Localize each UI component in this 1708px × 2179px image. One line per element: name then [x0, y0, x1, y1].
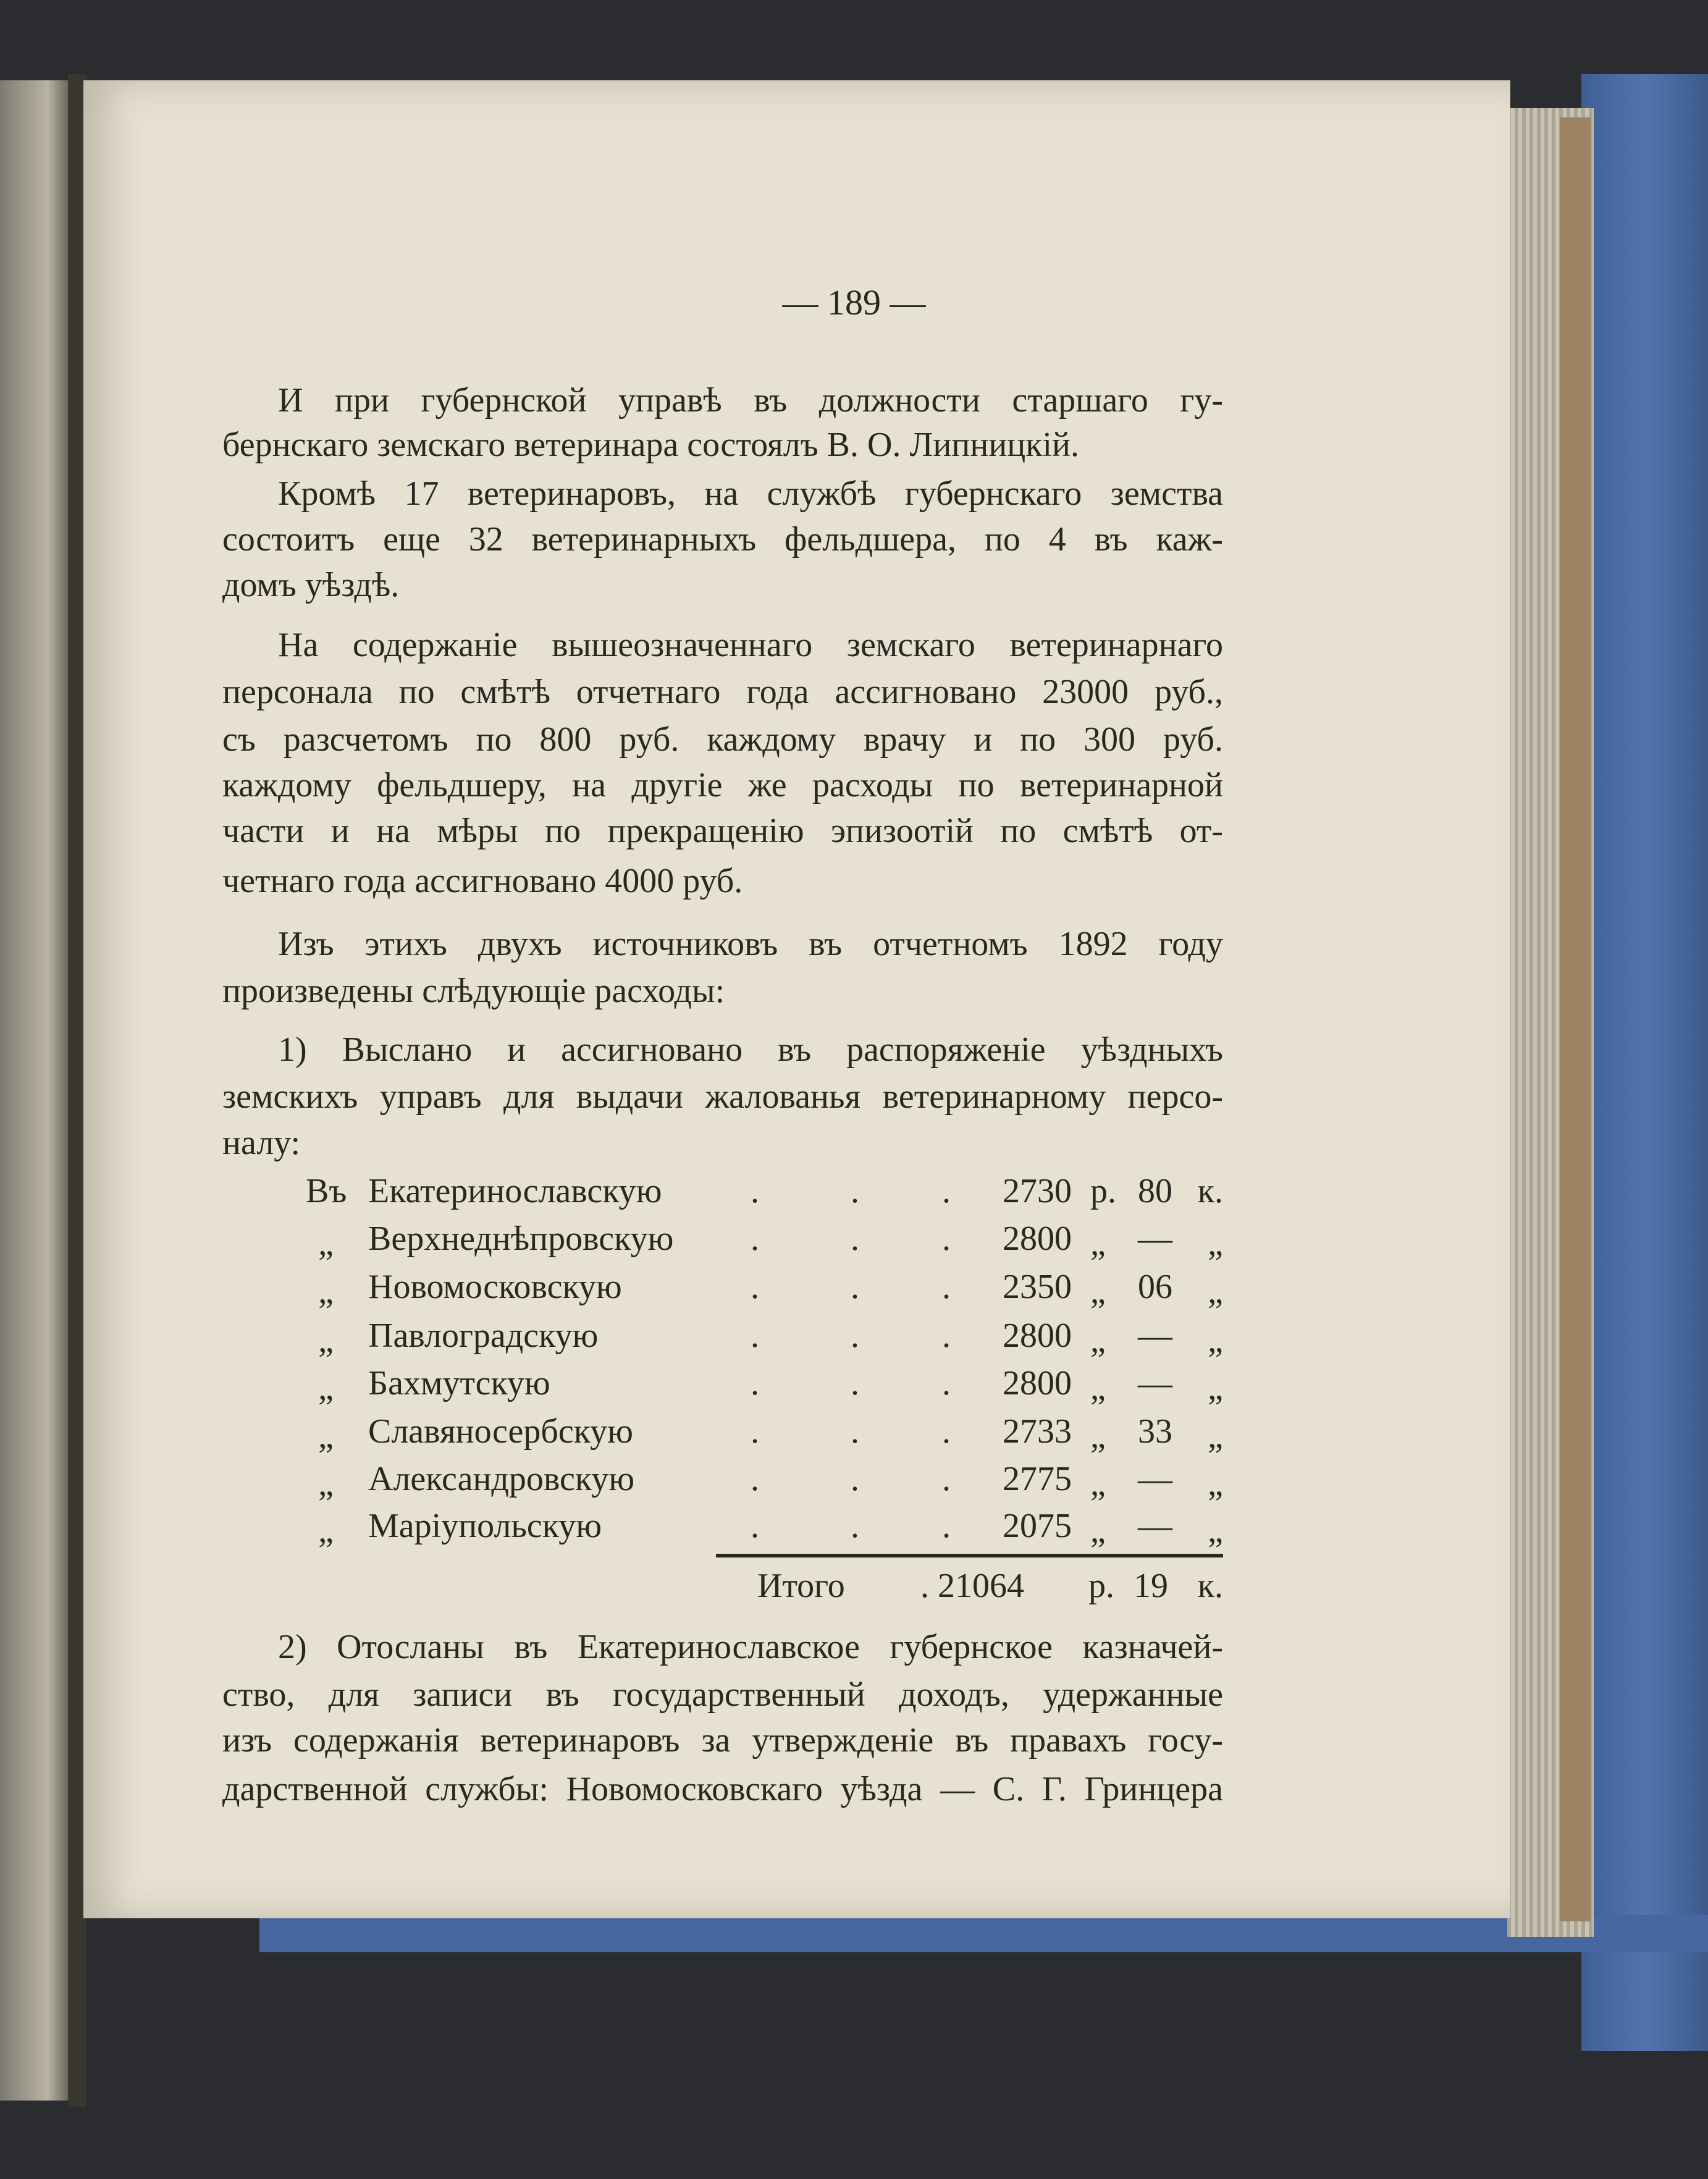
paragraph-1-line: бернскаго земскаго ветеринара состоялъ В. О. Липницкій.	[222, 426, 1080, 464]
leader-dot: .	[751, 1507, 759, 1545]
leader-dot: .	[851, 1220, 859, 1258]
leader-dot: .	[851, 1172, 859, 1210]
amount-kopecks: —	[1138, 1220, 1172, 1258]
amount-kopecks: —	[1138, 1460, 1172, 1498]
amount-kopecks: —	[1138, 1364, 1172, 1402]
leader-dot: .	[751, 1172, 759, 1210]
district-name: Павлоградскую	[368, 1317, 599, 1355]
amount-kopecks: 06	[1138, 1268, 1172, 1306]
paragraph-5-line: земскихъ управъ для выдачи жалованья ветеринарному персо-	[222, 1077, 1223, 1116]
amount-kopecks: —	[1138, 1507, 1172, 1545]
paragraph-3-line: четнаго года ассигновано 4000 руб.	[222, 862, 743, 900]
leader-dot: .	[942, 1172, 951, 1210]
row-prefix: „	[318, 1321, 334, 1360]
paragraph-5-line: налу:	[222, 1124, 301, 1162]
row-prefix: Въ	[306, 1172, 347, 1210]
paragraph-3-line: съ разсчетомъ по 800 руб. каждому врачу и по 300 руб.	[222, 720, 1223, 759]
leader-dot: .	[751, 1268, 759, 1306]
leader-dot: .	[851, 1507, 859, 1545]
leader-dot: .	[851, 1268, 859, 1306]
row-prefix: „	[318, 1273, 334, 1311]
paragraph-1-line: И при губернской управѣ въ должности старшаго гу-	[278, 381, 1223, 419]
paragraph-2-line: домъ уѣздѣ.	[222, 566, 400, 604]
district-name: Славяносербскую	[368, 1412, 633, 1451]
rubles-unit: „	[1090, 1273, 1106, 1311]
rubles-unit: „	[1090, 1417, 1106, 1456]
leader-dot: .	[851, 1364, 859, 1402]
total-kopecks-unit: к.	[1197, 1567, 1223, 1605]
paragraph-6-line: изъ содержанія ветеринаровъ за утвержденіе въ правахъ госу-	[222, 1721, 1223, 1760]
district-name: Верхнеднѣпровскую	[368, 1220, 674, 1258]
leader-dot: .	[942, 1268, 951, 1306]
leader-dot: .	[942, 1364, 951, 1402]
leader-dot: .	[942, 1220, 951, 1258]
kopecks-unit: к.	[1197, 1172, 1223, 1210]
leader-dot: .	[751, 1412, 759, 1451]
total-label: Итого	[757, 1567, 845, 1605]
facing-page-edge	[0, 80, 68, 2101]
total-rule	[716, 1554, 1223, 1557]
leader-dot: .	[751, 1364, 759, 1402]
leader-dot: .	[942, 1317, 951, 1355]
leader-dot: .	[751, 1220, 759, 1258]
total-kopecks: 19	[1134, 1567, 1168, 1605]
page-edge	[1560, 117, 1591, 1921]
amount-rubles: 2075	[1003, 1507, 1072, 1545]
district-name: Новомосковскую	[368, 1268, 622, 1306]
kopecks-unit: „	[1208, 1465, 1223, 1503]
amount-rubles: 2800	[1003, 1220, 1072, 1258]
paragraph-6-line: 2) Отосланы въ Екатеринославское губернское казначей-	[278, 1628, 1223, 1666]
kopecks-unit: „	[1208, 1321, 1223, 1360]
paragraph-6-line: дарственной службы: Новомосковскаго уѣзда — С. Г. Гринцера	[222, 1770, 1223, 1808]
amount-rubles: 2800	[1003, 1364, 1072, 1402]
total-rubles-unit: р.	[1088, 1567, 1114, 1605]
row-prefix: „	[318, 1465, 334, 1503]
leader-dot: .	[751, 1317, 759, 1355]
kopecks-unit: „	[1208, 1273, 1223, 1311]
leader-dot: .	[851, 1460, 859, 1498]
paragraph-3-line: На содержаніе вышеозначеннаго земскаго ветеринарнаго	[278, 626, 1223, 664]
leader-dot: .	[942, 1460, 951, 1498]
rubles-unit: „	[1090, 1321, 1106, 1360]
paragraph-3-line: персонала по смѣтѣ отчетнаго года ассигновано 23000 руб.,	[222, 673, 1223, 711]
paragraph-3-line: каждому фельдшеру, на другіе же расходы по ветеринарной	[222, 766, 1223, 804]
paragraph-2-line: Кромѣ 17 ветеринаровъ, на службѣ губернскаго земства	[278, 474, 1223, 513]
amount-kopecks: 80	[1138, 1172, 1172, 1210]
amount-rubles: 2730	[1003, 1172, 1072, 1210]
amount-rubles: 2350	[1003, 1268, 1072, 1306]
rubles-unit: р.	[1090, 1172, 1116, 1210]
rubles-unit: „	[1090, 1224, 1106, 1263]
amount-kopecks: 33	[1138, 1412, 1172, 1451]
leader-dot: .	[942, 1412, 951, 1451]
paragraph-5-line: 1) Выслано и ассигновано въ распоряженіе уѣздныхъ	[278, 1030, 1223, 1069]
district-name: Александровскую	[368, 1460, 635, 1498]
district-name: Екатеринославскую	[368, 1172, 662, 1210]
amount-rubles: 2775	[1003, 1460, 1072, 1498]
total-amount: . 21064	[920, 1567, 1024, 1605]
kopecks-unit: „	[1208, 1417, 1223, 1456]
paragraph-4-line: Изъ этихъ двухъ источниковъ въ отчетномъ 1892 году	[278, 925, 1223, 963]
paragraph-6-line: ство, для записи въ государственный доходъ, удержанные	[222, 1675, 1223, 1714]
kopecks-unit: „	[1208, 1369, 1223, 1407]
rubles-unit: „	[1090, 1465, 1106, 1503]
rubles-unit: „	[1090, 1512, 1106, 1550]
paragraph-3-line: части и на мѣры по прекращенію эпизоотій по смѣтѣ от-	[222, 812, 1223, 850]
kopecks-unit: „	[1208, 1224, 1223, 1263]
book-cover	[1581, 74, 1708, 2051]
amount-rubles: 2733	[1003, 1412, 1072, 1451]
row-prefix: „	[318, 1417, 334, 1456]
row-prefix: „	[318, 1224, 334, 1263]
leader-dot: .	[751, 1460, 759, 1498]
row-prefix: „	[318, 1512, 334, 1550]
paragraph-2-line: состоитъ еще 32 ветеринарныхъ фельдшера, по 4 въ каж-	[222, 520, 1223, 558]
leader-dot: .	[851, 1317, 859, 1355]
page-number: — 189 —	[782, 282, 926, 322]
district-name: Бахмутскую	[368, 1364, 550, 1402]
row-prefix: „	[318, 1369, 334, 1407]
district-name: Маріупольскую	[368, 1507, 602, 1545]
amount-rubles: 2800	[1003, 1317, 1072, 1355]
amount-kopecks: —	[1138, 1317, 1172, 1355]
leader-dot: .	[851, 1412, 859, 1451]
kopecks-unit: „	[1208, 1512, 1223, 1550]
paragraph-4-line: произведены слѣдующіе расходы:	[222, 972, 725, 1010]
book-cover-bottom	[259, 1915, 1708, 1952]
leader-dot: .	[942, 1507, 951, 1545]
rubles-unit: „	[1090, 1369, 1106, 1407]
